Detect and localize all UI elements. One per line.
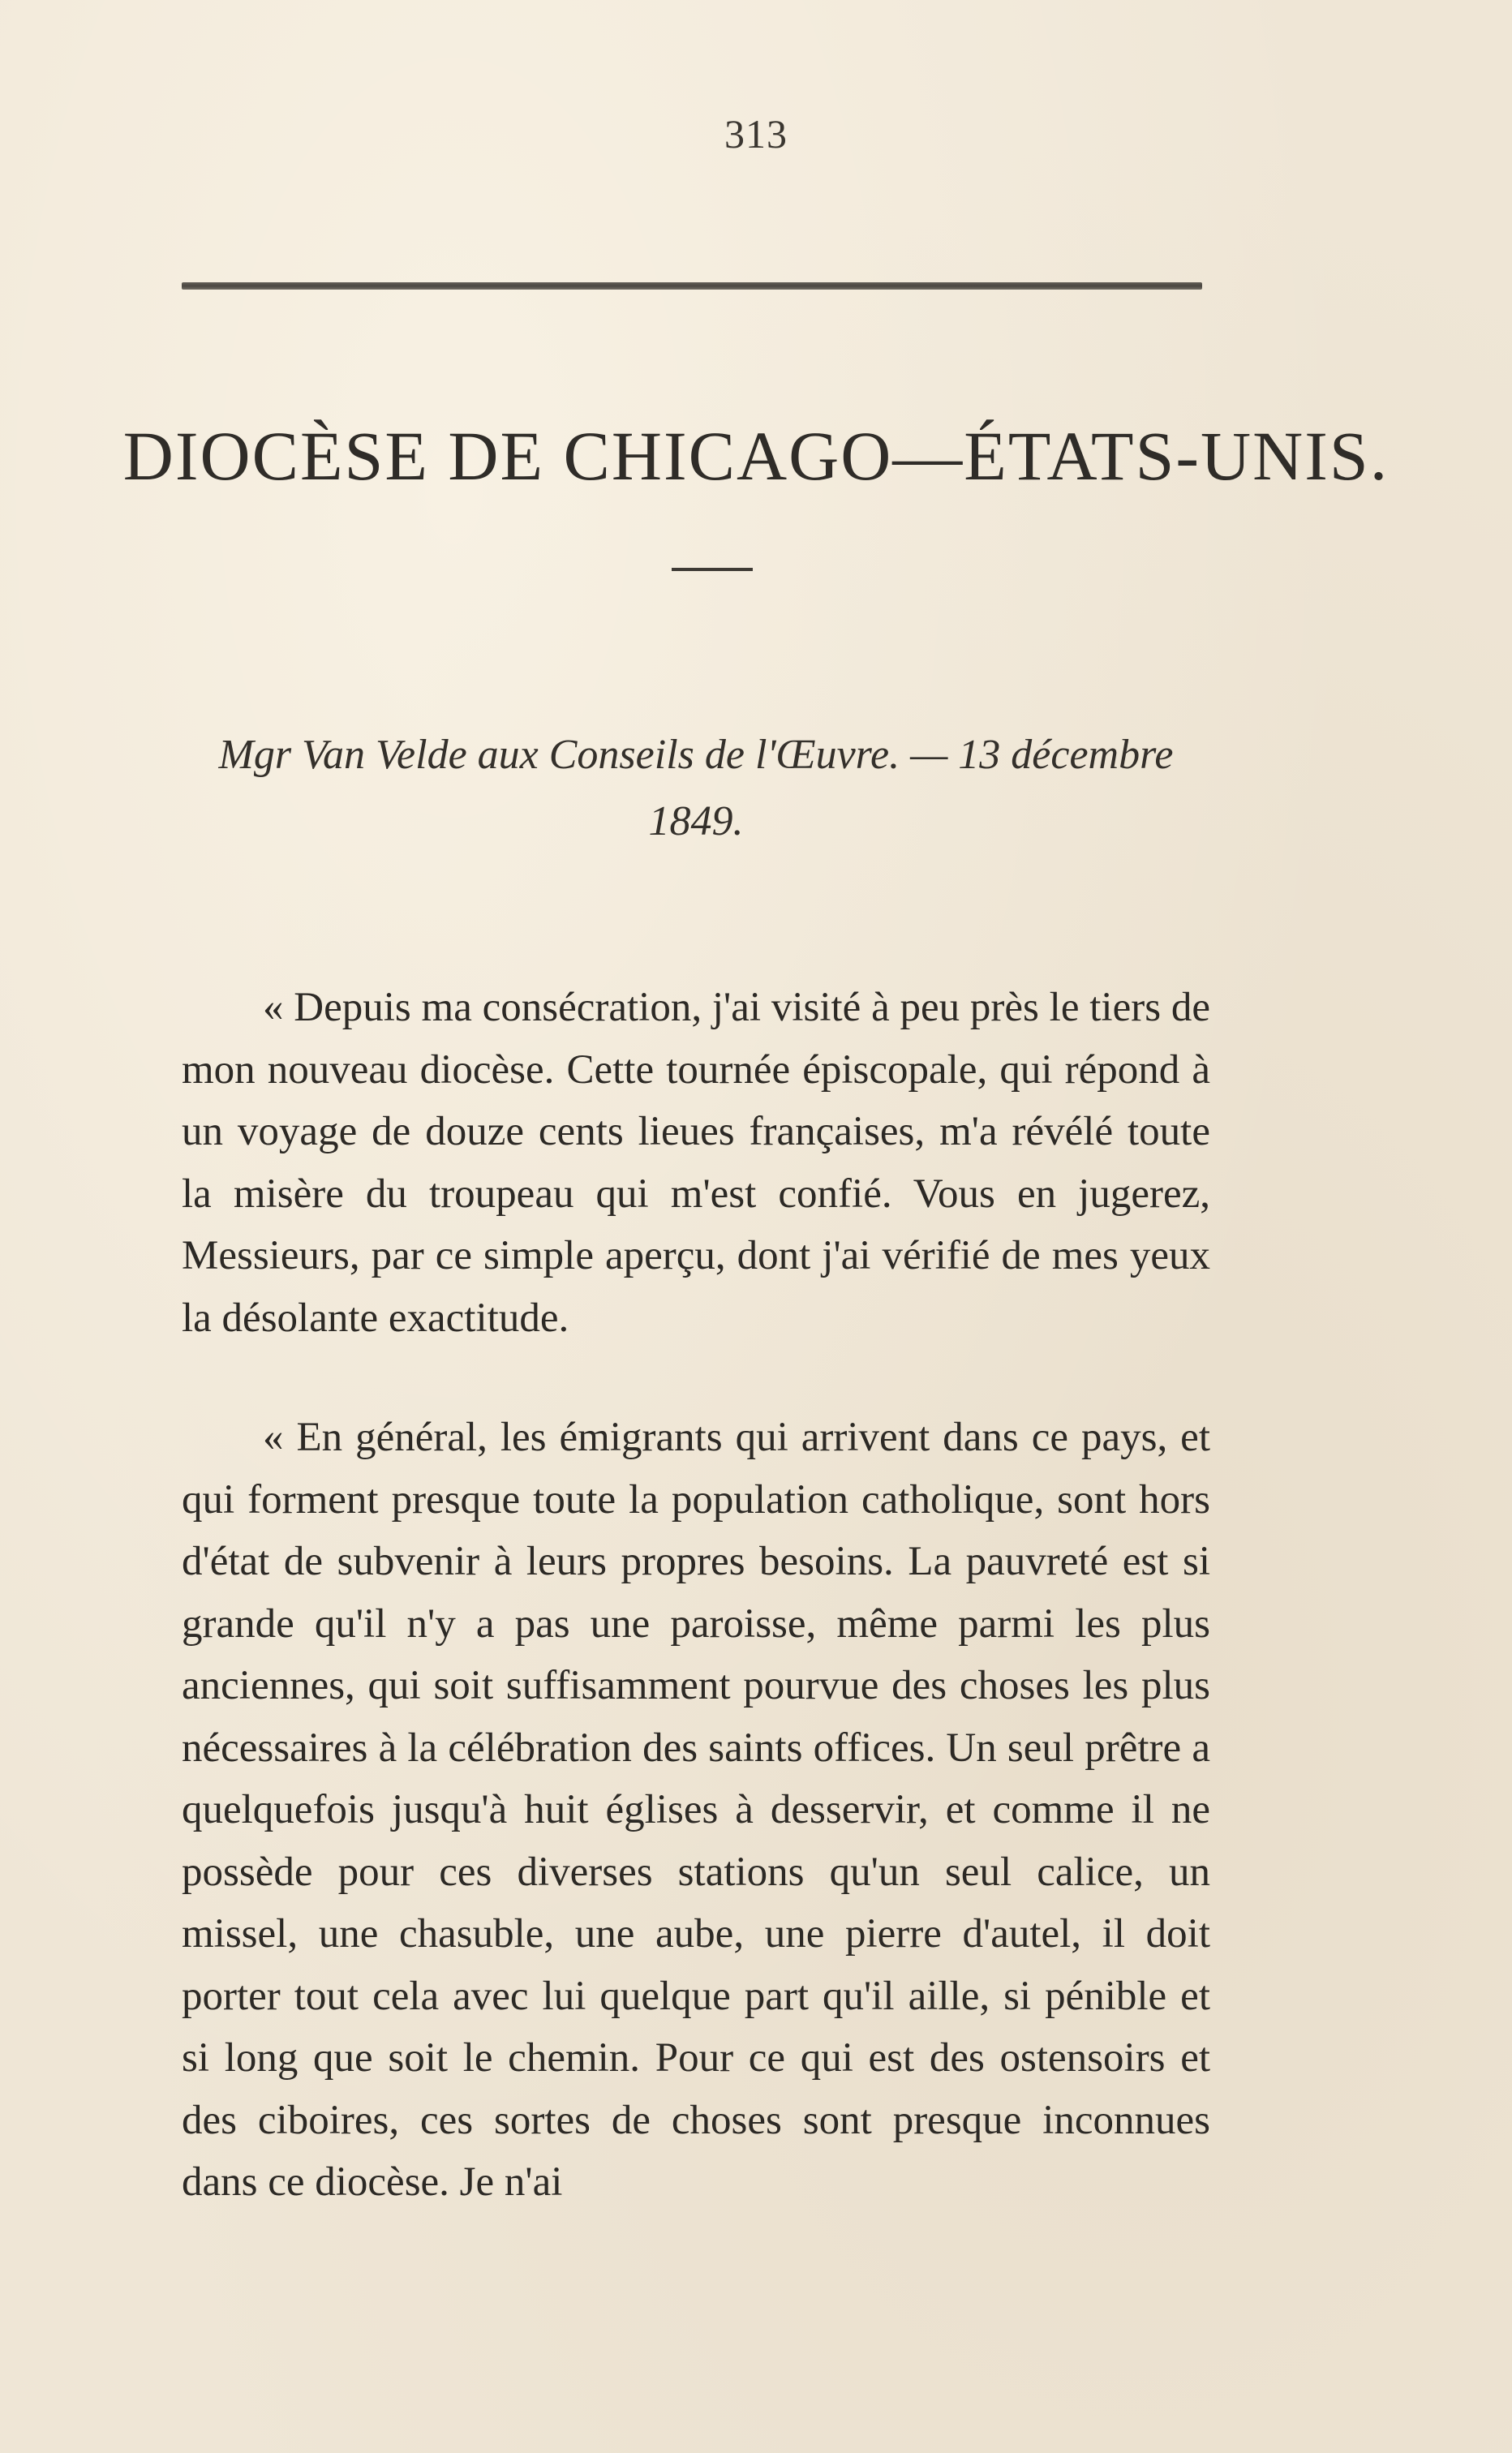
chapter-heading: DIOCÈSE DE CHICAGO—ÉTATS-UNIS. — [122, 417, 1390, 495]
separator-dash — [672, 568, 753, 571]
paragraph-2: « En général, les émigrants qui arrivent dans ce pays, et qui forment presque toute la population catholique, sont hors d'état de subvenir à leurs propres besoins. La pauvreté est si grande qu'il n'y a pas une paroisse, même parmi les plus anciennes, qui soit suffisamment pourvue des choses les plus nécessaires à la célébration des saints offices. Un seul prêtre a quelquefois jusqu'à huit églises à desservir, et comme il ne possède pour ces diverses stations qu'un seul calice, un missel, une chasuble, une aube, une pierre d'autel, il doit porter tout cela avec lui quelque part qu'il aille, si pénible et si long que soit le chemin. Pour ce qui est des ostensoirs et des ciboires, ces sortes de choses sont presque inconnues dans ce diocèse. Je n'ai — [182, 1415, 1210, 2205]
body-text — [182, 977, 1210, 1349]
header-rule — [182, 282, 1202, 290]
paragraph-1: « Depuis ma consécration, j'ai visité à peu près le tiers de mon nouveau diocèse. Cette tournée épiscopale, qui répond à un voyage de douze cents lieues françaises, m'a révélé toute la misère du troupeau qui m'est confié. Vous en jugerez, Messieurs, par ce simple aperçu, dont j'ai vérifié de mes yeux la désolante exactitude. — [182, 985, 1210, 1341]
page-number: 313 — [724, 111, 788, 157]
letter-subtitle: Mgr Van Velde aux Conseils de l'Œuvre. — 13 décembre 1849. — [218, 732, 1174, 844]
body-text-continued — [182, 1407, 1210, 2214]
